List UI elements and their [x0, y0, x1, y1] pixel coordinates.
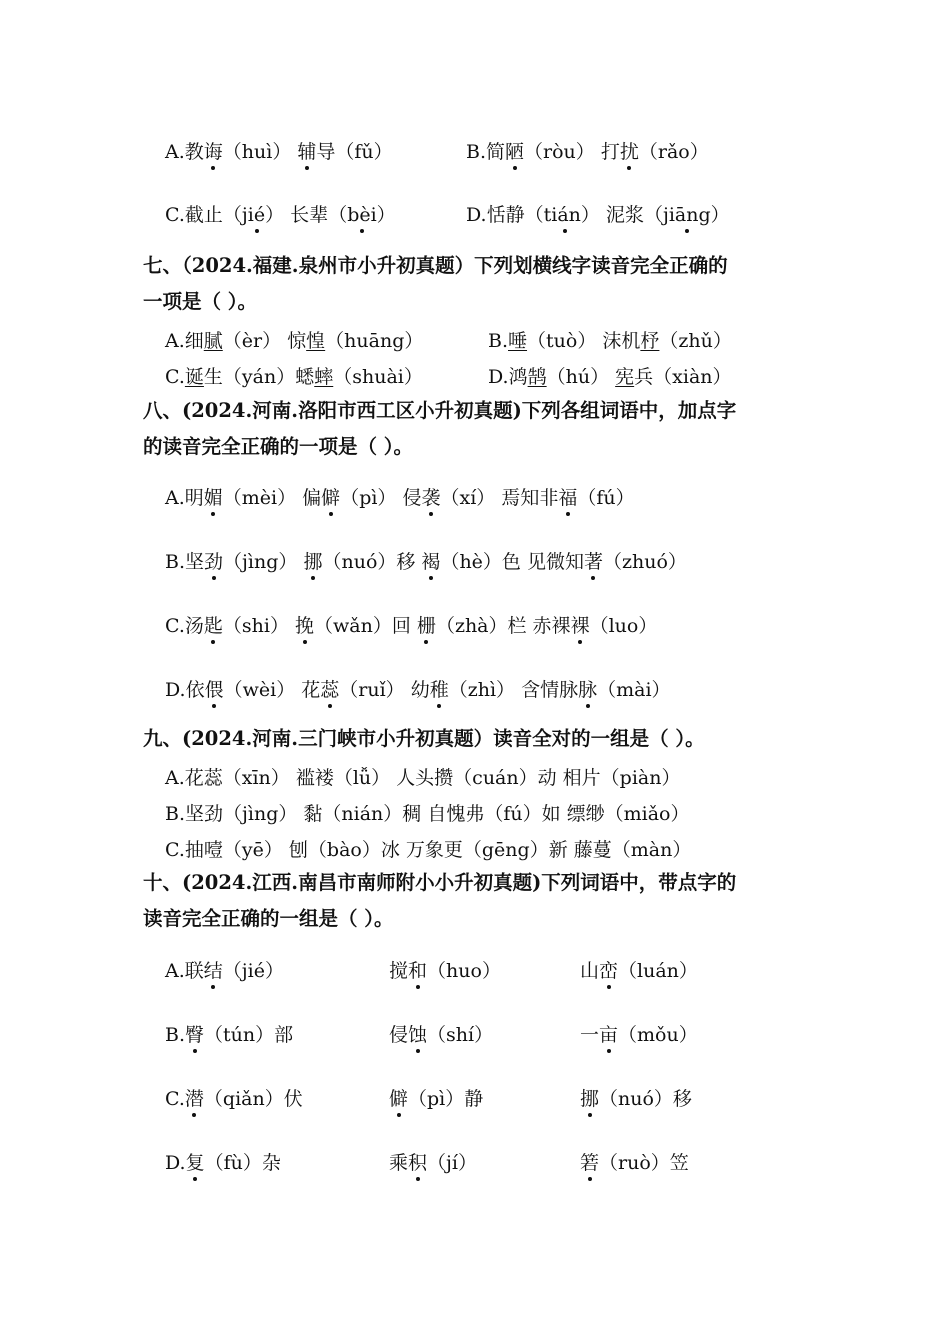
q7-option-b: B.唾（tuò） 沫机杼（zhǔ）: [488, 330, 732, 352]
option-d: D.恬静（tián） 泥浆（jiāng）: [466, 200, 730, 227]
q9-option-c: C.抽噎（yē） 刨（bào）冰 万象更（gēng）新 藤蔓（màn）: [165, 839, 692, 861]
q9-option-a: A.花蕊（xīn） 褴褛（lǚ） 人头攒（cuán）动 相片（piàn）: [165, 767, 681, 789]
q10-option-b-1: B.臀（tún）部: [165, 1020, 293, 1047]
q10-option-c-3: 挪（nuó）移: [580, 1084, 692, 1111]
q10-option-d-3: 箬（ruò）笠: [580, 1148, 689, 1175]
q10-option-d-1: D.复（fù）杂: [165, 1148, 281, 1175]
q8-option-d: D.依偎（wèi） 花蕊（ruǐ） 幼稚（zhì） 含情脉脉（mài）: [165, 675, 671, 702]
q10-option-b-2: 侵蚀（shí）: [389, 1020, 493, 1047]
option-b: B.简陋（ròu） 打扰（rǎo）: [466, 137, 709, 164]
question-7-stem: 七、（2024.福建.泉州市小升初真题）下列划横线字读音完全正确的: [143, 254, 728, 277]
question-10-stem: 十、(2024.江西.南昌市南师附小小升初真题)下列词语中，带点字的: [143, 871, 737, 894]
q8-option-a: A.明媚（mèi） 偏僻（pì） 侵袭（xí） 焉知非福（fú）: [165, 483, 635, 510]
question-8-stem: 八、(2024.河南.洛阳市西工区小升初真题)下列各组词语中，加点字: [143, 399, 737, 422]
q10-option-a-2: 搅和（huo）: [389, 956, 501, 983]
q10-option-c-2: 僻（pì）静: [389, 1084, 483, 1111]
q10-option-d-2: 乘积（jí）: [389, 1148, 477, 1175]
q10-option-c-1: C.潜（qiǎn）伏: [165, 1084, 303, 1111]
q7-option-c: C.诞生（yán）蟋蟀（shuài）: [165, 366, 423, 388]
question-8-stem-cont: 的读音完全正确的一项是（ ）。: [143, 435, 414, 458]
option-a: A.教诲（huì） 辅导（fǔ）: [165, 137, 393, 164]
q8-option-c: C.汤匙（shi） 挽（wǎn）回 栅（zhà）栏 赤裸裸（luo）: [165, 611, 657, 638]
q9-option-b: B.坚劲（jìng） 黏（nián）稠 自愧弗（fú）如 缥缈（miǎo）: [165, 803, 690, 825]
option-c: C.截止（jié） 长辈（bèi）: [165, 200, 396, 227]
q8-option-b: B.坚劲（jìng） 挪（nuó）移 褐（hè）色 见微知著（zhuó）: [165, 547, 687, 574]
question-10-stem-cont: 读音完全正确的一组是（ ）。: [143, 907, 394, 930]
q10-option-a-1: A.联结（jié）: [165, 956, 284, 983]
q7-option-a: A.细腻（èr） 惊惶（huāng）: [165, 330, 424, 352]
q10-option-b-3: 一亩（mǒu）: [580, 1020, 698, 1047]
question-7-stem-cont: 一项是（ ）。: [143, 290, 258, 313]
q10-option-a-3: 山峦（luán）: [580, 956, 698, 983]
question-9-stem: 九、(2024.河南.三门峡市小升初真题）读音全对的一组是（ ）。: [143, 727, 705, 750]
q7-option-d: D.鸿鹄（hú） 宪兵（xiàn）: [488, 366, 732, 388]
